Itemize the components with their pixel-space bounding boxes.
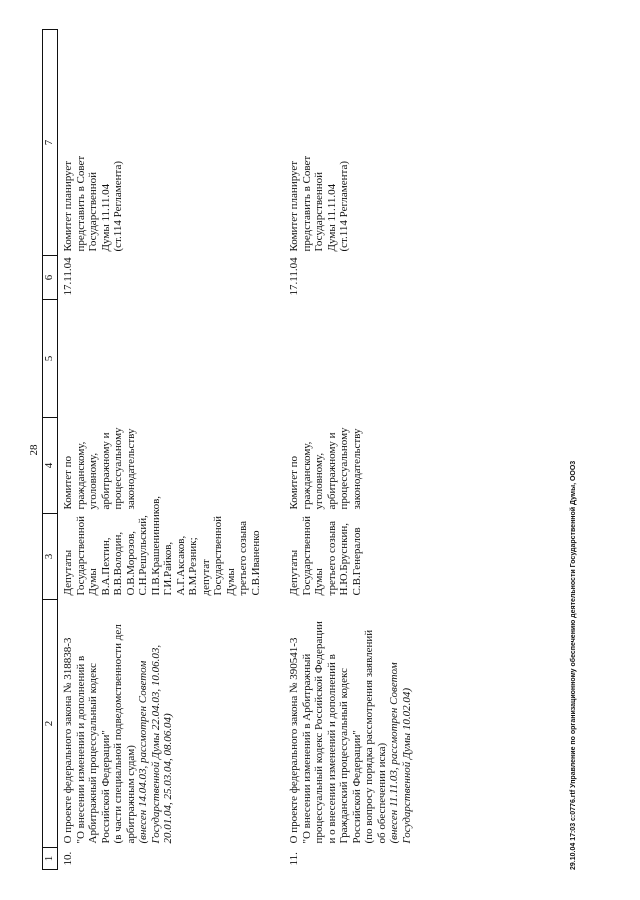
table-header-row <box>43 30 58 870</box>
note-line: (ст.114 Регламента) <box>112 160 124 252</box>
row-number-cell <box>284 848 435 870</box>
author-line: С.Н.Решульский, <box>137 515 149 596</box>
column-header: 1 <box>43 848 58 870</box>
column-5-cell <box>284 300 435 418</box>
bill-title-line: "О внесении изменений и дополнений в <box>74 655 87 844</box>
author-line: П.В.Крашенинников, <box>149 495 162 596</box>
row-number: 10. <box>62 851 74 866</box>
committee-line: процессуальному <box>112 427 124 510</box>
author-line: С.В.Генералов <box>350 527 363 596</box>
row-number-cell <box>58 848 285 870</box>
authors-cell <box>284 514 435 600</box>
committee-line: законодательству <box>124 428 137 510</box>
author-line: депутат <box>199 559 212 596</box>
column-header: 6 <box>43 256 58 300</box>
bill-title-line: об обеспечении иска) <box>375 742 388 844</box>
author-line: Думы <box>313 568 325 596</box>
column-header: 7 <box>43 30 58 256</box>
author-line: О.В.Морозов, <box>124 530 137 596</box>
date-value: 17.11.04 <box>62 257 74 296</box>
note-line: (ст.114 Регламента) <box>338 160 350 252</box>
note-line: Государственной <box>87 171 99 252</box>
committee-line: арбитражному и <box>325 432 338 510</box>
author-line: Г.И.Райков, <box>162 541 174 596</box>
author-line: С.В.Иваненко <box>249 530 262 596</box>
bill-history-line: (внесен 11.11.03, рассмотрен Советом <box>388 662 400 844</box>
note-line: представить в Совет <box>74 155 87 252</box>
bill-title-line: Российской Федерации" <box>350 730 363 844</box>
bill-title-line: Российской Федерации" <box>99 730 112 844</box>
committee-line: гражданскому, <box>74 441 87 510</box>
date-value: 17.11.04 <box>288 257 300 296</box>
author-line: Депутаты <box>62 549 74 596</box>
note-line: Думы 11.11.04 <box>99 183 112 252</box>
author-line: В.А.Пехтин, <box>99 537 112 596</box>
authors-cell <box>58 495 285 600</box>
committee-cell <box>58 418 285 514</box>
page-footer: 29.10.04 17:03 c:0776.rtf Управление по организационному обеспечению деятельности Государственной Думы, ООО3 <box>570 460 577 870</box>
bill-title-line: (по вопросу порядка рассмотрения заявлений <box>363 629 375 844</box>
note-cell <box>58 30 285 256</box>
bill-title-line: процессуальный кодекс Российской Федерации <box>313 621 325 844</box>
date-cell <box>58 256 285 300</box>
bill-title-line: Арбитражный процессуальный кодекс <box>87 663 99 844</box>
row-number: 11. <box>288 852 300 866</box>
committee-line: арбитражному и <box>99 432 112 510</box>
committee-line: Комитет по <box>62 455 74 510</box>
note-line: представить в Совет <box>300 155 313 252</box>
bill-title-line: и о внесении изменений и дополнений в <box>325 654 338 844</box>
committee-line: Комитет по <box>288 455 300 510</box>
author-line: Думы <box>224 568 237 596</box>
bill-title-line: (в части специальной подведомственности дел <box>112 624 124 844</box>
column-header: 4 <box>43 418 58 514</box>
page-number: 28 <box>28 444 40 456</box>
author-line: Депутаты <box>288 549 300 596</box>
note-line: Комитет планирует <box>62 160 74 252</box>
bill-title-line: О проекте федерального закона № 390541-3 <box>288 637 300 844</box>
author-line: Думы <box>87 568 99 596</box>
rotated-page-content <box>30 30 590 870</box>
note-line: Комитет планирует <box>288 160 300 252</box>
author-line: Государственной <box>300 515 313 596</box>
author-line: третьего созыва <box>237 520 249 596</box>
author-line: Государственной <box>74 515 87 596</box>
bill-title-line: Гражданский процессуальный кодекс <box>338 668 350 844</box>
note-line: Государственной <box>313 171 325 252</box>
bill-history-line: Государственной Думы 22.04.03, 10.06.03, <box>149 644 162 844</box>
bill-history-line: 20.01.04, 25.03.04, 08.06.04) <box>162 713 174 844</box>
table-row <box>284 30 435 870</box>
author-line: третьего созыва <box>325 520 338 596</box>
author-line: Государственной <box>212 515 224 596</box>
author-line: В.М.Резник; <box>187 537 199 596</box>
committee-line: гражданскому, <box>300 441 313 510</box>
committee-line: уголовному, <box>313 452 325 510</box>
bills-table <box>42 29 435 870</box>
column-header: 2 <box>43 600 58 848</box>
author-line: Н.Ю.Бруснкин, <box>338 522 350 596</box>
committee-line: уголовному, <box>87 452 99 510</box>
table-row <box>58 30 285 870</box>
note-cell <box>284 30 435 256</box>
author-line: А.Г.Аксаков, <box>174 535 187 596</box>
committee-cell <box>284 418 435 514</box>
bill-title-cell <box>284 600 435 848</box>
bill-title-cell <box>58 600 285 848</box>
bill-history-line: (внесен 14.04.03, рассмотрен Советом <box>137 660 149 844</box>
committee-line: процессуальному <box>338 427 350 510</box>
column-header: 5 <box>43 300 58 418</box>
committee-line: законодательству <box>350 428 363 510</box>
author-line: В.В.Володин, <box>112 531 124 596</box>
column-header: 3 <box>43 514 58 600</box>
date-cell <box>284 256 435 300</box>
bill-title-line: "О внесении изменений в Арбитражный <box>300 653 313 844</box>
bill-title-line: О проекте федерального закона № 318838-3 <box>62 637 74 844</box>
bill-history-line: Государственной Думы 10.02.04) <box>400 687 413 844</box>
note-line: Думы 11.11.04 <box>325 183 338 252</box>
column-5-cell <box>58 300 285 418</box>
bill-title-line: арбитражным судам) <box>124 745 137 844</box>
